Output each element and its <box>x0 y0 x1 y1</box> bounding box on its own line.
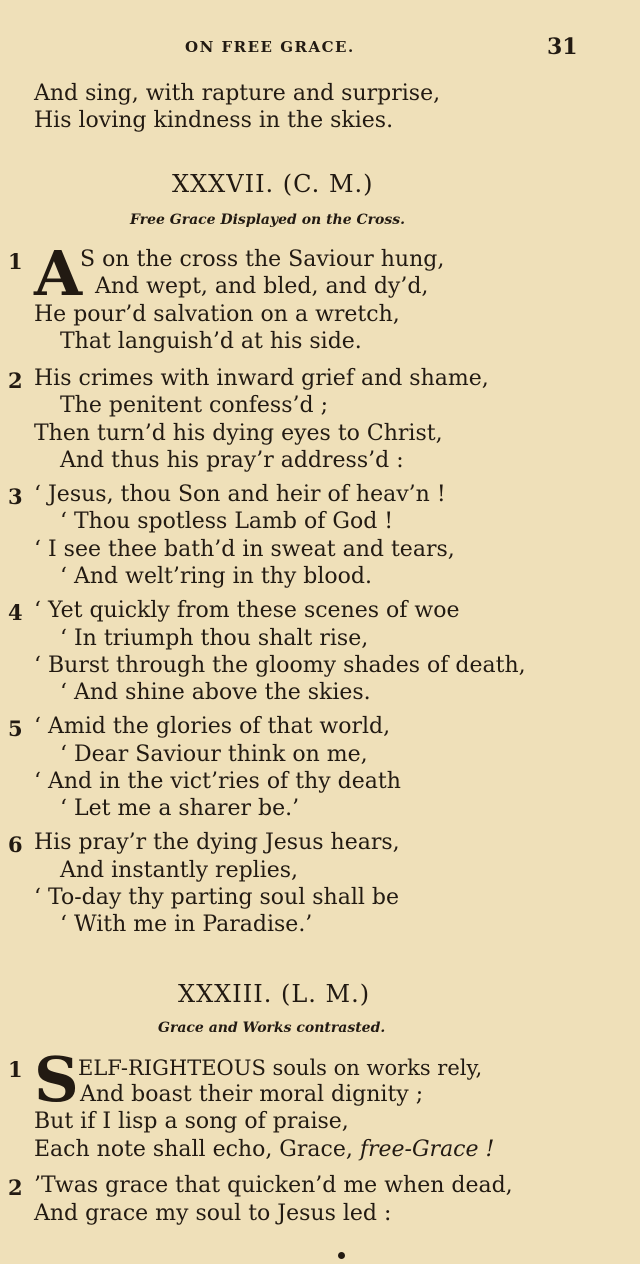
verse-line: ‘ I see thee bath’d in sweat and tears, <box>34 537 455 562</box>
verse-line: ‘ Burst through the gloomy shades of death, <box>34 653 526 678</box>
verse-line: His loving kindness in the skies. <box>34 108 394 133</box>
verse-line: The penitent confess’d ; <box>60 393 328 418</box>
verse-number: 1 <box>8 1057 23 1082</box>
verse-line: ‘ Jesus, thou Son and heir of heav’n ! <box>34 482 446 507</box>
verse-number: 2 <box>8 368 23 393</box>
running-head: ON FREE GRACE. <box>185 38 355 56</box>
verse-line: ELF-RIGHTEOUS souls on works rely, <box>78 1056 483 1080</box>
verse-line: ‘ And welt’ring in thy blood. <box>60 564 372 589</box>
verse-line: And grace my soul to Jesus led : <box>34 1201 392 1226</box>
page-header <box>0 34 640 64</box>
verse-number: 6 <box>8 832 23 857</box>
page-number: 31 <box>547 34 578 60</box>
hymn-title: XXXIII. (L. M.) <box>178 980 371 1008</box>
verse-line: His pray’r the dying Jesus hears, <box>34 830 400 855</box>
verse-line: And wept, and bled, and dy’d, <box>95 274 429 299</box>
verse-line: ‘ Thou spotless Lamb of God ! <box>60 509 394 534</box>
verse-line: And sing, with rapture and surprise, <box>34 81 441 106</box>
verse-number: 1 <box>8 249 23 274</box>
verse-line: ’Twas grace that quicken’d me when dead, <box>34 1173 513 1198</box>
verse-line: ‘ Dear Saviour think on me, <box>60 742 368 767</box>
verse-line: And boast their moral dignity ; <box>80 1082 424 1107</box>
verse-line: His crimes with inward grief and shame, <box>34 366 489 391</box>
hymn-subtitle: Grace and Works contrasted. <box>158 1020 386 1036</box>
verse-line: ‘ Let me a sharer be.’ <box>60 796 300 821</box>
verse-line: And instantly replies, <box>60 858 299 883</box>
verse-line: He pour’d salvation on a wretch, <box>34 302 400 327</box>
drop-cap: A <box>34 237 83 310</box>
verse-line: That languish’d at his side. <box>60 329 362 354</box>
verse-line: ‘ And shine above the skies. <box>60 680 371 705</box>
verse-line: Then turn’d his dying eyes to Christ, <box>34 421 443 446</box>
verse-line: ‘ With me in Paradise.’ <box>60 912 313 937</box>
page-mark <box>338 1252 345 1259</box>
verse-line: ‘ In triumph thou shalt rise, <box>60 626 369 651</box>
verse-line: S on the cross the Saviour hung, <box>80 247 445 272</box>
verse-line: ‘ Yet quickly from these scenes of woe <box>34 598 460 623</box>
italic-emphasis: free-Grace ! <box>359 1137 495 1162</box>
verse-number: 3 <box>8 484 23 509</box>
hymn-subtitle: Free Grace Displayed on the Cross. <box>130 212 406 228</box>
verse-number: 5 <box>8 716 23 741</box>
verse-line: ‘ Amid the glories of that world, <box>34 714 391 739</box>
hymn-title: XXXVII. (C. M.) <box>172 170 374 198</box>
verse-number: 2 <box>8 1175 23 1200</box>
verse-line: ‘ To-day thy parting soul shall be <box>34 885 399 910</box>
drop-cap: S <box>34 1043 79 1116</box>
verse-line: And thus his pray’r address’d : <box>60 448 404 473</box>
verse-line: But if I lisp a song of praise, <box>34 1109 349 1134</box>
verse-line: ‘ And in the vict’ries of thy death <box>34 769 401 794</box>
verse-number: 4 <box>8 600 23 625</box>
verse-text: Each note shall echo, Grace, <box>34 1137 360 1162</box>
verse-line <box>34 1136 494 1164</box>
